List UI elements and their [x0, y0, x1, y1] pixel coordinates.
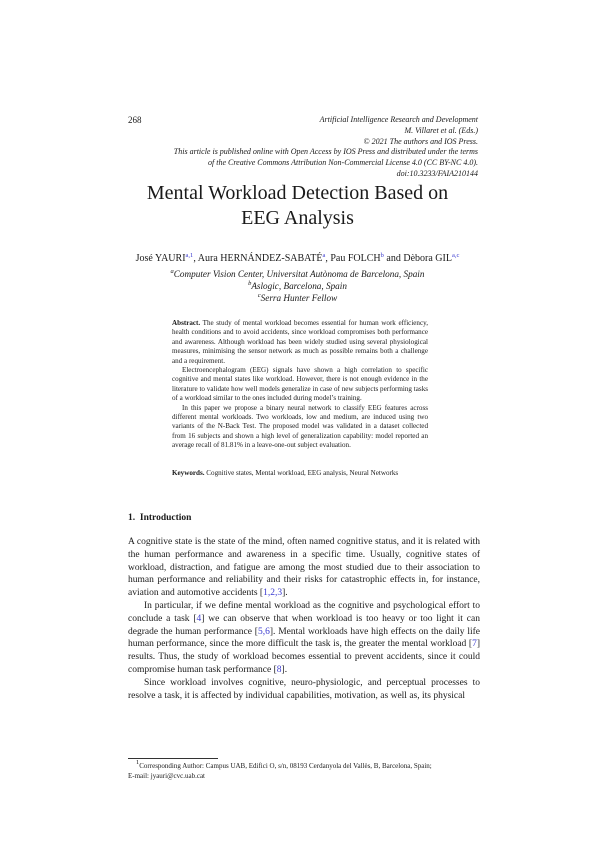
abstract: [172, 319, 428, 451]
footnote-divider: [128, 758, 218, 759]
citation-link[interactable]: 7: [472, 639, 477, 650]
affiliation-text: Serra Hunter Fellow: [260, 293, 338, 303]
body-text-run: ]. Mental workloads have high effects on the daily life human performance, since the more difficult the task is, the greater the mental workload [: [128, 626, 481, 650]
affiliation: [0, 281, 595, 291]
abstract-paragraph: Electroencephalogram (EEG) signals have shown a high correlation to specific cognitive and mental states like workload. However, there is not enough evidence in the literature to validate how well models generalize in case of new subjects performing tasks of a workload similar to the ones included during model’s training.: [172, 366, 428, 403]
footnote-text: Corresponding Author: Campus UAB, Edifici O, s/n, 08193 Cerdanyola del Vallès, B, Barcelona, Spain;: [139, 762, 432, 770]
header-line: M. Villaret et al. (Eds.): [404, 125, 478, 135]
affiliation-text: Aslogic, Barcelona, Spain: [251, 281, 347, 291]
body-text-run: ].: [281, 664, 288, 675]
header-line: doi:10.3233/FAIA210144: [396, 168, 478, 178]
body-text-run: ] we can observe that when workload is too heavy or too light it can degrade the human performance [: [128, 613, 480, 637]
keywords-label: Keywords.: [172, 469, 205, 477]
author-separator: ,: [193, 253, 198, 264]
affiliation-text: Computer Vision Center, Universitat Autònoma de Barcelona, Spain: [173, 269, 425, 279]
keywords: [172, 469, 428, 478]
abstract-paragraph: The study of mental workload becomes essential for human work efficiency, health conditions and to avoid accidents, since workload compromises both performance and awareness. Although workload has been widely studied using several physiological measures, minimising the sensor network as much as possible remains both a challenge and a requirement.: [172, 319, 428, 365]
header-line: of the Creative Commons Attribution Non-Commercial License 4.0 (CC BY-NC 4.0).: [208, 158, 478, 168]
header-line: This article is published online with Open Access by IOS Press and distributed under the terms: [173, 147, 478, 157]
abstract-paragraph: In this paper we propose a binary neural network to classify EEG features across different mental workloads. Two workloads, low and medium, are induced using two variants of the N-Back Test. The proposed model was validated in a dataset collected from 16 subjects and shown a high level of generalization capability: model reported an average recall of 81.81% in a leave-one-out subject evaluation.: [172, 403, 428, 450]
header-line: © 2021 The authors and IOS Press.: [363, 136, 478, 146]
author-affil-mark[interactable]: a,1: [185, 252, 194, 259]
citation-link[interactable]: 4: [196, 613, 202, 624]
header-line: Artificial Intelligence Research and Development: [319, 115, 478, 124]
author-name: Aura HERNÁNDEZ-SABATÉ: [197, 253, 323, 264]
author-affil-mark[interactable]: a: [322, 252, 326, 259]
body-text-run: A cognitive state is the state of the mind, often named cognitive status, and it is related with the human performance and awareness in a specific time. Usually, cognitive states of workload, distraction, and fatigue are among the most studied due to their association to human performance and reliability and their risks for catastrophic effects in, for instance, aviation and automotive accidents [: [128, 537, 480, 599]
affiliation: [0, 269, 595, 279]
body-text-run: In particular, if we define mental workload as the cognitive and psychological effort to conclude a task [: [128, 600, 480, 624]
keywords-text: Cognitive states, Mental workload, EEG analysis, Neural Networks: [206, 469, 399, 477]
citation-link[interactable]: 8: [276, 664, 282, 675]
author-affil-mark[interactable]: b: [380, 252, 384, 259]
body-text: [128, 536, 480, 702]
section-number: 1.: [128, 513, 136, 523]
citation-link[interactable]: 1,2,3: [263, 588, 283, 599]
section-title: Introduction: [139, 513, 192, 523]
body-paragraph: [128, 600, 480, 677]
running-header: [138, 115, 478, 180]
citation-link[interactable]: 5,6: [257, 626, 270, 637]
paper-title: [0, 181, 595, 231]
author-name: Dèbora GIL: [403, 253, 452, 264]
body-paragraph: [128, 536, 480, 600]
affiliation-mark: a: [170, 268, 174, 275]
body-text-run: ] results. Thus, the study of workload becomes essential to prevent accidents, since it could compromise human task performance [: [128, 639, 480, 675]
author-name: Pau FOLCH: [330, 253, 381, 264]
page-number: 268: [128, 115, 142, 125]
affiliation-mark: c: [257, 292, 261, 299]
abstract-label: Abstract.: [172, 319, 201, 327]
author-separator: and: [383, 253, 404, 264]
author-affil-mark[interactable]: a,c: [451, 252, 460, 259]
author-list: [0, 253, 595, 264]
body-text-run: ].: [282, 588, 288, 599]
title-line: Mental Workload Detection Based on: [146, 182, 449, 204]
author-separator: ,: [325, 253, 331, 264]
author-name: José YAURI: [135, 253, 186, 264]
affiliation: [0, 293, 595, 303]
footnote: [128, 759, 480, 781]
title-line: EEG Analysis: [241, 207, 354, 229]
section-heading: [128, 513, 191, 523]
footnote-mark: 1: [136, 759, 140, 766]
body-paragraph: Since workload involves cognitive, neuro-physiologic, and perceptual processes to resolve a task, it is affected by individual capabilities, motivation, as well as, its physical: [128, 677, 480, 701]
affiliation-mark: b: [248, 280, 252, 287]
footnote-email: E-mail: jyauri@cvc.uab.cat: [128, 771, 205, 780]
